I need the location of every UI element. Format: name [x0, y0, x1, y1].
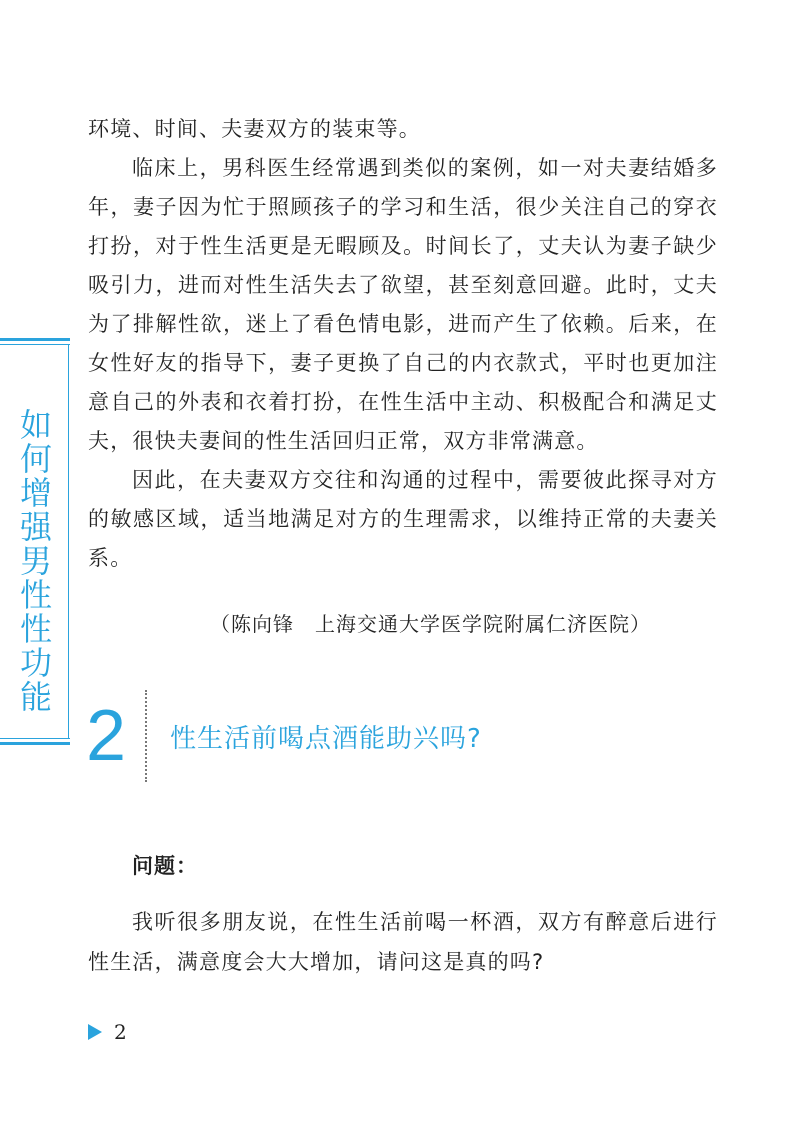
chapter-side-tab: [0, 338, 70, 748]
source-attribution: （陈向锋 上海交通大学医学院附属仁济医院）: [210, 612, 651, 636]
question-label: 问题：: [132, 854, 198, 878]
page-marker-triangle-icon: [88, 1024, 102, 1040]
paragraph-conclusion: 因此，在夫妻双方交往和沟通的过程中，需要彼此探寻对方的敏感区域，适当地满足对方的生理需求，以维持正常的夫妻关系。: [88, 468, 718, 570]
paragraph-case-description: 临床上，男科医生经常遇到类似的案例，如一对夫妻结婚多年，妻子因为忙于照顾孩子的学习和生活，很少关注自己的穿衣打扮，对于性生活更是无暇顾及。时间长了，丈夫认为妻子缺少吸引力，进而对性生活失去了欲望，甚至刻意回避。此时，丈夫为了排解性欲，迷上了看色情电影，进而产生了依赖。后来，在女性好友的指导下，妻子更换了自己的内衣款式，平时也更加注意自己的外表和衣着打扮，在性生活中主动、积极配合和满足丈夫，很快夫妻间的性生活回归正常，双方非常满意。: [88, 156, 718, 453]
page-number: 2: [114, 1020, 127, 1044]
paragraph-continuation: 环境、时间、夫妻双方的装束等。: [88, 117, 421, 141]
side-tab-border-bottom-thin: [0, 738, 70, 739]
side-tab-border-top-thin: [0, 344, 70, 345]
side-tab-border-top: [0, 338, 70, 341]
question-text: 我听很多朋友说，在性生活前喝一杯酒，双方有醉意后进行性生活，满意度会大大增加，请问这是真的吗?: [88, 910, 718, 974]
chapter-title-vertical: 如何增强男性性功能: [19, 406, 52, 716]
section-divider: [145, 690, 147, 782]
side-tab-border-right: [68, 344, 69, 739]
side-tab-border-bottom: [0, 742, 70, 745]
section-number: 2: [86, 696, 127, 776]
section-title: 性生活前喝点酒能助兴吗?: [170, 724, 482, 754]
body-text: [88, 110, 718, 578]
